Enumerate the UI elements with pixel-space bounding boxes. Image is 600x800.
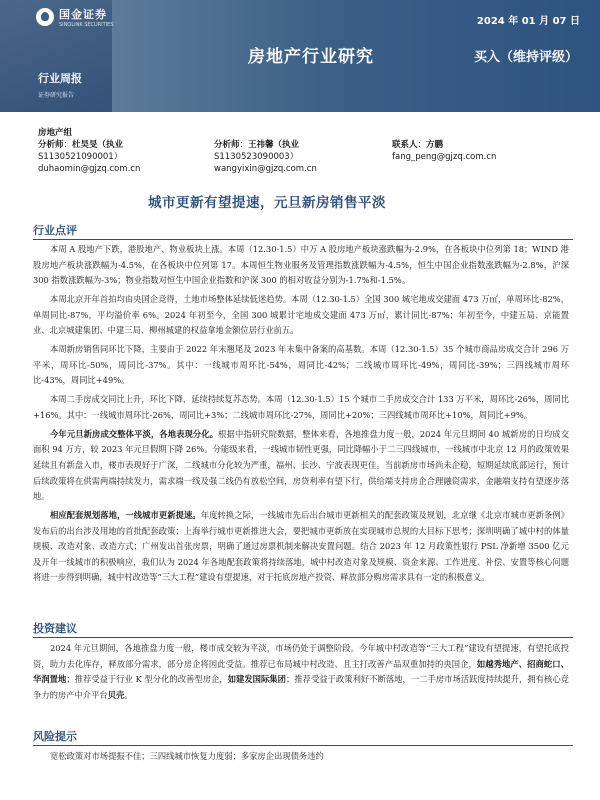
paragraph-text: ；推荐受益于政策利好不断落地，一二手房市场活跃度持续提升，拥有核心竞争力的房产中介平台 — [33, 674, 569, 700]
paragraph: 本周北京开年首拍均由央国企竞得，土地市场整体延续低迷趋势。本周（12.30-1.5）全国 300 城宅地成交建面 473 万㎡，单周环比-82%，单周同比-87%，平均溢价率 6%。2024 年初至今，全国 300 城累计宅地成交建面 473 万㎡，累计同比-87%；年初至今，中建五局、京能置业、北京城建集团、中建三局、柳州城建的权益拿地金额位居行业前五。 — [33, 294, 569, 336]
analyst-email[interactable]: duhaomin@gjzq.com.cn — [38, 164, 141, 174]
paragraph — [33, 641, 569, 703]
recommended-stocks: 如建发国际集团 — [227, 674, 286, 685]
paragraph-text: 年度转换之际，一线城市先后出台城市更新相关的配套政策及规划，北京继《北京市城市更新条例》发布后的出台涉及用地的首批配套政策；上海举行城市更新推进大会，要把城市更新放在实现城市总规的大目标下思考；深圳明确了城中村的体量规模、改造对象、改造方式；广州发出首张房票，明确了通过房票机制来解决安置问题。结合 2023 年 12 月政策性银行 PSL 净新增 3500 亿元及开年一线城市的积极响应，我们认为 2024 年各地配套政策将持续落地，城中村改造对象及规模、资金来源、工作进度、补偿、安置等核心问题将进一步得到明确，城中村改造等“三大工程”建设有望提速，对于托底房地产投资、释放部分购房需求具有一定的积极意义。 — [33, 509, 569, 583]
paragraph: 宽松政策对市场提振不佳；三四线城市恢复力度弱；多家房企出现债务违约 — [50, 751, 324, 761]
section-divider — [33, 637, 573, 638]
analyst-block — [38, 126, 588, 175]
recommended-stocks: 贝壳 — [107, 689, 125, 700]
report-title: 房地产行业研究 — [248, 47, 374, 67]
risk-body — [33, 749, 569, 768]
report-subtype: 证券研究报告 — [38, 92, 75, 99]
analyst-name: 分析师：王祎馨（执业 — [214, 140, 300, 150]
rating-label: 买入（维持评级） — [473, 50, 578, 65]
contact-fang — [392, 139, 582, 175]
industry-body — [33, 242, 569, 589]
analyst-cert: S1130523090003） — [214, 152, 299, 162]
report-date: 2024 年 01 月 07 日 — [476, 16, 580, 27]
paragraph-text: 2024 年元旦期间，各地推盘力度一般，楼市成交较为平淡，市场仍处于调整阶段。今年城中村改造等“三大工程”建设有望提速，有望托底投资，助力去化库存，释放部分需求，部分房企将因此受益。推荐已布局城中村改造、且主打改善产品双重加持的央国企， — [33, 643, 569, 669]
main-title: 城市更新有望提速，元旦新房销售平淡 — [148, 195, 386, 211]
contact-email[interactable]: fang_peng@gjzq.com.cn — [392, 152, 497, 162]
paragraph-lead: 今年元旦新房成交整体平淡，各地表现分化。 — [50, 428, 219, 439]
analyst-du — [38, 139, 214, 175]
paragraph-text: ；推荐受益于行业 K 型分化的改善型房企， — [66, 674, 228, 685]
section-divider — [33, 239, 573, 240]
paragraph: 本周二手房成交同比上升，环比下降，延续持续复苏态势。本周（12.30-1.5）15 个城市二手房成交合计 133 万平米，周环比-26%，周同比+16%。其中：一线城市周环比-26%，周同比+3%；二线城市周环比-27%，周同比+20%；三四线城市周环比+10%，周同比+9%。 — [33, 394, 569, 420]
analyst-name: 分析师：杜昊旻（执业 — [38, 140, 124, 150]
logo-mark-icon — [36, 8, 54, 26]
logo-text: 国金证券 SINOLINK SECURITIES — [59, 8, 114, 28]
section-title-investment: 投资建议 — [33, 622, 77, 635]
analyst-email[interactable]: wangyixin@gjzq.com.cn — [214, 164, 317, 174]
section-divider — [33, 745, 573, 746]
analyst-wang — [214, 139, 392, 175]
paragraph: 本周新房销售同环比下降，主要由于 2022 年末翘尾及 2023 年末集中备案的高基数。本周（12.30-1.5）35 个城市商品房成交合计 296 万平米，周环比-50%，周同比-37%。其中：一线城市周环比-54%，周同比-42%；二线城市周环比-49%，周同比-39%；三四线城市周环比-43%，周同比+49%。 — [33, 344, 569, 386]
sinolink-logo — [36, 6, 114, 28]
investment-body — [33, 641, 569, 707]
group-label: 房地产组 — [38, 128, 73, 138]
paragraph-text: 。 — [124, 689, 133, 700]
contact-name: 联系人：方鹏 — [392, 140, 444, 150]
paragraph: 本周 A 股地产下跌，港股地产、物业板块上涨。本周（12.30-1.5）中万 A 股房地产板块涨跌幅为-2.9%，在各板块中位列第 18；WIND 港股房地产板块涨跌幅为-4.5%，在各板块中位列第 17。本周恒生物业服务及管理指数涨跌幅为-4.5%，恒生中国企业指数涨跌幅为-2.8%，沪深 300 指数涨跌幅为-3%；物业指数对恒生中国企业指数和沪深 300 的相对收益分别为-1.7%和-1.5%。 — [33, 244, 569, 286]
paragraph — [33, 427, 569, 505]
section-title-industry: 行业点评 — [33, 224, 77, 237]
report-type: 行业周报 — [38, 72, 82, 85]
analyst-cert: S1130521090001） — [38, 152, 123, 162]
paragraph-lead: 相应配套规划落地，一线城市更新提速。 — [50, 509, 201, 520]
paragraph — [33, 508, 569, 586]
paragraph-text: 根据中指研究院数据，整体来看，各地推盘力度一般，2024 年元旦期间 40 城新房的日均成交面积 94 万方，较 2023 年元旦假期下降 26%。分能级来看，一线城市韧性更强，同比降幅小于二三四线城市，一线城市中北京 12 月的政策效果延续且有新盘入市，楼市表现好于广深，二线城市分化较为严重，福州、长沙、宁波表现更佳。当前新房市场尚未企稳，短期延续底部运行，预计后续政策将在供需两端持续发力，需求端一线及强二线仍有放松空间，房贷利率有望下行，供给端支持房企合理融资需求，金融端支持有望逐步落地。 — [33, 428, 569, 502]
recommended-stocks: 如越秀地产、招商蛇口、华润置地 — [33, 658, 569, 685]
section-title-risk: 风险提示 — [33, 730, 77, 743]
